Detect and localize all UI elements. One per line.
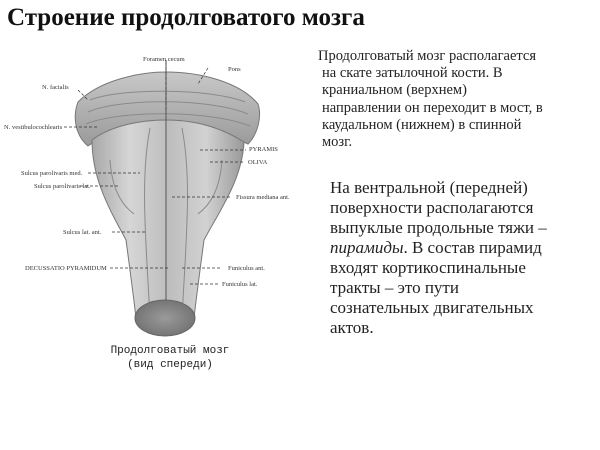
- figure-caption: [100, 344, 240, 372]
- pyramids-term: пирамиды: [330, 238, 404, 257]
- label-n-facialis: N. facialis: [42, 84, 69, 91]
- label-n-vestibulocochlearis: N. vestibulocochlearis: [4, 124, 63, 131]
- label-pons: Pons: [228, 66, 241, 73]
- label-sulcus-lat-ant: Sulcus lat. ant.: [63, 229, 102, 236]
- intro-line: мозг.: [322, 134, 353, 151]
- intro-line: краниальном (верхнем): [322, 82, 467, 99]
- medulla-illustration: [0, 40, 320, 380]
- intro-line: Продолговатый мозг располагается: [318, 48, 537, 64]
- label-pyramis: PYRAMIS: [249, 146, 278, 153]
- body-line: актов.: [330, 318, 374, 337]
- body-line: поверхности располагаются: [330, 198, 534, 217]
- body-line: На вентральной (передней): [330, 178, 528, 197]
- page-title: Строение продолговатого мозга: [7, 4, 365, 31]
- body-line: входят кортикоспинальные: [330, 258, 526, 277]
- intro-paragraph: [318, 48, 600, 151]
- ventral-surface-paragraph: [330, 178, 600, 338]
- label-decussatio: DECUSSATIO PYRAMIDUM: [25, 265, 107, 272]
- label-funiculus-lat: Funiculus lat.: [222, 281, 258, 288]
- label-fissura-mediana: Fissura mediana ant.: [236, 194, 290, 201]
- intro-line: на скате затылочной кости. В: [322, 65, 503, 82]
- intro-line: каудальном (нижнем) в спинной: [322, 116, 522, 133]
- label-funiculus-ant: Funiculus ant.: [228, 265, 265, 272]
- body-line: тракты – это пути: [330, 278, 459, 297]
- label-oliva: OLIVA: [248, 159, 268, 166]
- medulla-drawing: [0, 40, 320, 380]
- body-line: выпуклые продольные тяжи –: [330, 218, 547, 237]
- caption-line: Продолговатый мозг: [110, 345, 230, 357]
- intro-line: направлении он переходит в мост, в: [322, 99, 543, 116]
- label-sulcus-parolivaris-lat: Sulcus parolivaris lat.: [34, 183, 91, 190]
- label-sulcus-parolivaris-med: Sulcus parolivaris med.: [21, 170, 83, 177]
- caption-line: (вид спереди): [127, 359, 213, 371]
- label-foramen-cecum: Foramen cecum: [143, 56, 185, 63]
- body-line: сознательных двигательных: [330, 298, 534, 317]
- body-line-rest: . В состав пирамид: [403, 238, 542, 257]
- body-line: [330, 238, 600, 258]
